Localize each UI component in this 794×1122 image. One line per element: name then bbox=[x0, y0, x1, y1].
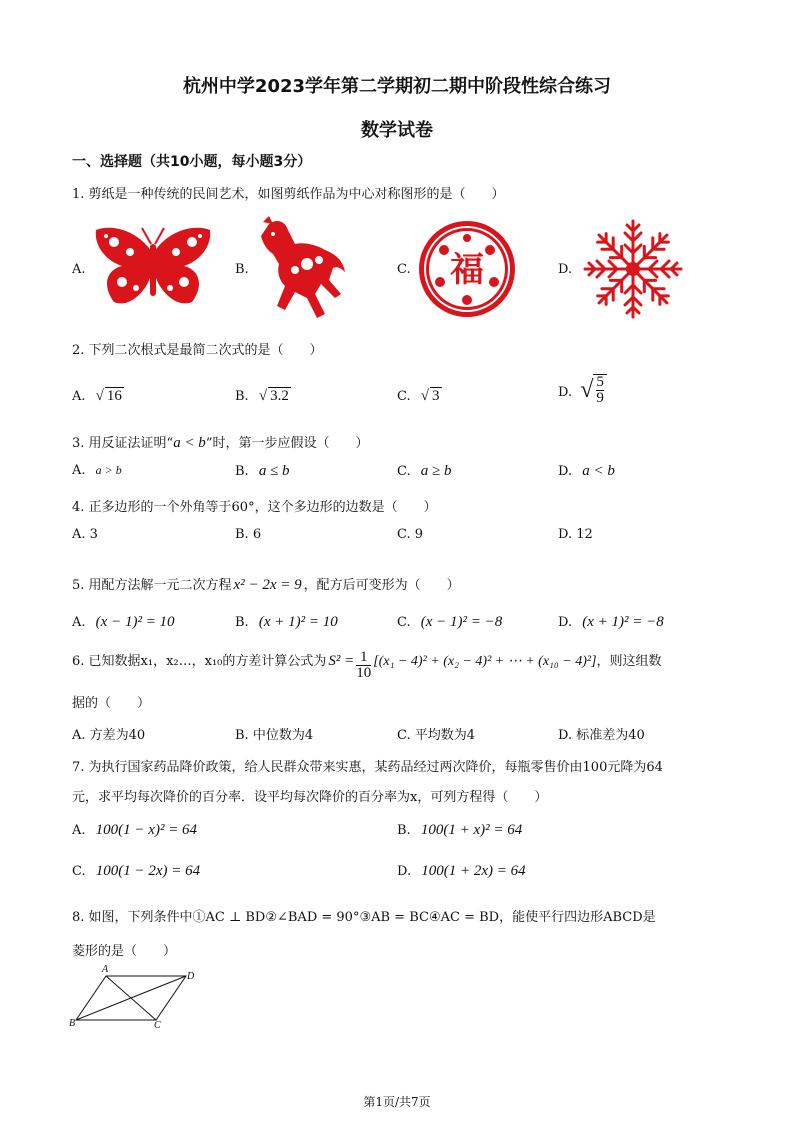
q5-option-c-label: C. bbox=[397, 615, 411, 630]
q7-option-a-math: 100(1 − x)² = 64 bbox=[95, 822, 198, 838]
question-6-stem-line2: 据的（ ） bbox=[72, 696, 151, 711]
q2-option-b: B. √ 3.2 bbox=[235, 388, 289, 404]
q3-option-c-label: C. bbox=[397, 464, 411, 479]
q3-option-d-math: a < b bbox=[582, 463, 615, 479]
q3-stem-post: ”时，第一步应假设（ ） bbox=[205, 436, 369, 451]
q6-stem-pre: 6. 已知数据x₁，x₂…，x₁₀的方差计算公式为 bbox=[72, 654, 327, 669]
q4-option-c: C. 9 bbox=[397, 527, 424, 542]
q2-option-b-label: B. bbox=[235, 389, 249, 404]
q5-option-a-math: (x − 1)² = 10 bbox=[95, 614, 175, 630]
q3-option-b bbox=[235, 463, 290, 480]
butterfly-papercut-icon bbox=[92, 222, 214, 314]
q5-option-b-math: (x + 1)² = 10 bbox=[258, 614, 338, 630]
q4-option-a: A. 3 bbox=[72, 527, 98, 542]
q2-a-radicand: 16 bbox=[106, 388, 122, 404]
vertex-d-label: D bbox=[187, 971, 195, 982]
question-1-stem: 1. 剪纸是一种传统的民间艺术，如图剪纸作品为中心对称图形的是（ ） bbox=[72, 187, 505, 202]
q6-option-c: C. 平均数为4 bbox=[397, 728, 476, 743]
fu-character: 福 bbox=[450, 250, 484, 290]
question-5-stem bbox=[72, 574, 460, 594]
q3-option-c-math: a ≥ b bbox=[420, 463, 452, 479]
q5-option-b bbox=[235, 614, 338, 631]
q7-option-d bbox=[397, 863, 526, 880]
page-title: 杭州中学2023学年第二学期初二期中阶段性综合练习 bbox=[182, 76, 612, 97]
q3-stem-math: a < b bbox=[173, 435, 206, 451]
question-6-stem bbox=[72, 650, 662, 681]
question-8-line2: 菱形的是（ ） bbox=[72, 944, 177, 959]
q7-option-d-math: 100(1 + 2x) = 64 bbox=[421, 863, 526, 879]
q5-option-d-math: (x + 1)² = −8 bbox=[582, 614, 664, 630]
q2-option-c-label: C. bbox=[397, 389, 411, 404]
q2-option-a: A. √ 16 bbox=[72, 388, 122, 404]
q3-option-b-label: B. bbox=[235, 464, 249, 479]
q6-option-d: D. 标准差为40 bbox=[558, 728, 645, 743]
q1-option-c-label: C. bbox=[397, 262, 411, 277]
vertex-b-label: B bbox=[69, 1018, 76, 1029]
q5-option-a-label: A. bbox=[72, 615, 86, 630]
q6-formula-body: [(x₁ − 4)² + (x₂ − 4)² + ⋯ + (x₁₀ − 4)²] bbox=[373, 654, 597, 669]
q2-d-denominator: 9 bbox=[596, 390, 604, 406]
q5-stem-pre: 5. 用配方法解一元二次方程 bbox=[72, 578, 232, 593]
q6-formula-lhs: S² = bbox=[328, 653, 355, 669]
q3-option-c bbox=[397, 463, 452, 480]
section-heading: 一、选择题（共10小题，每小题3分） bbox=[72, 154, 312, 170]
q7-option-a bbox=[72, 822, 197, 839]
page-number: 第1页/共7页 bbox=[363, 1095, 431, 1109]
q5-stem-post: ，配方后可变形为（ ） bbox=[303, 578, 460, 593]
q3-option-b-math: a ≤ b bbox=[258, 463, 290, 479]
q7-option-a-label: A. bbox=[72, 823, 86, 838]
q4-option-d: D. 12 bbox=[558, 527, 593, 542]
q5-option-a bbox=[72, 614, 175, 631]
snowflake-papercut-icon bbox=[582, 218, 684, 320]
q5-option-d-label: D. bbox=[558, 615, 573, 630]
q1-option-b-label: B. bbox=[235, 262, 249, 277]
q5-option-c-math: (x − 1)² = −8 bbox=[420, 614, 503, 630]
q7-option-c-math: 100(1 − 2x) = 64 bbox=[95, 863, 201, 879]
parallelogram-figure bbox=[66, 962, 196, 1032]
horse-papercut-icon bbox=[255, 214, 351, 324]
vertex-c-label: C bbox=[154, 1020, 161, 1031]
question-3-stem bbox=[72, 432, 368, 452]
question-7-line1: 7. 为执行国家药品降价政策，给人民群众带来实惠，某药品经过两次降价，每瓶零售价由100元降为64 bbox=[72, 760, 663, 775]
q2-option-d: D. √ $\frac{5}{9}$ bbox=[558, 374, 607, 406]
q3-option-a bbox=[72, 463, 122, 478]
q2-c-radicand: 3 bbox=[432, 388, 440, 404]
q7-option-b-label: B. bbox=[397, 823, 411, 838]
q6-stem-post: ，则这组数 bbox=[596, 654, 662, 669]
q3-option-a-math: a > b bbox=[95, 463, 122, 477]
q5-option-c bbox=[397, 614, 502, 631]
question-8-line1: 8. 如图，下列条件中①AC ⊥ BD②∠BAD = 90°③AB = BC④AC = BD，能使平行四边形ABCD是 bbox=[72, 910, 656, 925]
q3-option-a-label: A. bbox=[72, 463, 86, 478]
q5-equation: x² − 2x = 9 bbox=[233, 577, 302, 593]
q4-option-b: B. 6 bbox=[235, 527, 262, 542]
fu-papercut-icon bbox=[418, 220, 516, 318]
question-4-stem: 4. 正多边形的一个外角等于60°，这个多边形的边数是（ ） bbox=[72, 500, 437, 515]
q7-option-b bbox=[397, 822, 522, 839]
q3-option-d-label: D. bbox=[558, 464, 573, 479]
q2-option-a-label: A. bbox=[72, 389, 86, 404]
q7-option-b-math: 100(1 + x)² = 64 bbox=[420, 822, 523, 838]
q7-option-c bbox=[72, 863, 200, 880]
q2-b-radicand: 3.2 bbox=[270, 388, 289, 404]
q6-option-a: A. 方差为40 bbox=[72, 728, 146, 743]
q2-option-c: C. √ 3 bbox=[397, 388, 440, 404]
q3-stem-pre: 3. 用反证法证明“ bbox=[72, 436, 174, 451]
q6-frac-denominator: 10 bbox=[356, 665, 372, 681]
question-2-stem: 2. 下列二次根式是最简二次式的是（ ） bbox=[72, 343, 323, 358]
q6-option-b: B. 中位数为4 bbox=[235, 728, 314, 743]
q3-option-d bbox=[558, 463, 615, 480]
q7-option-c-label: C. bbox=[72, 864, 86, 879]
q2-d-numerator: 5 bbox=[596, 374, 604, 390]
page-subtitle: 数学试卷 bbox=[361, 120, 433, 141]
q1-option-d-label: D. bbox=[558, 262, 573, 277]
question-7-line2: 元，求平均每次降价的百分率．设平均每次降价的百分率为x，可列方程得（ ） bbox=[72, 790, 548, 805]
q5-option-d bbox=[558, 614, 664, 631]
vertex-a-label: A bbox=[102, 964, 109, 975]
q5-option-b-label: B. bbox=[235, 615, 249, 630]
q7-option-d-label: D. bbox=[397, 864, 412, 879]
q6-frac-numerator: 1 bbox=[356, 650, 371, 666]
q2-option-d-label: D. bbox=[558, 384, 573, 400]
q1-option-a-label: A. bbox=[72, 262, 86, 277]
